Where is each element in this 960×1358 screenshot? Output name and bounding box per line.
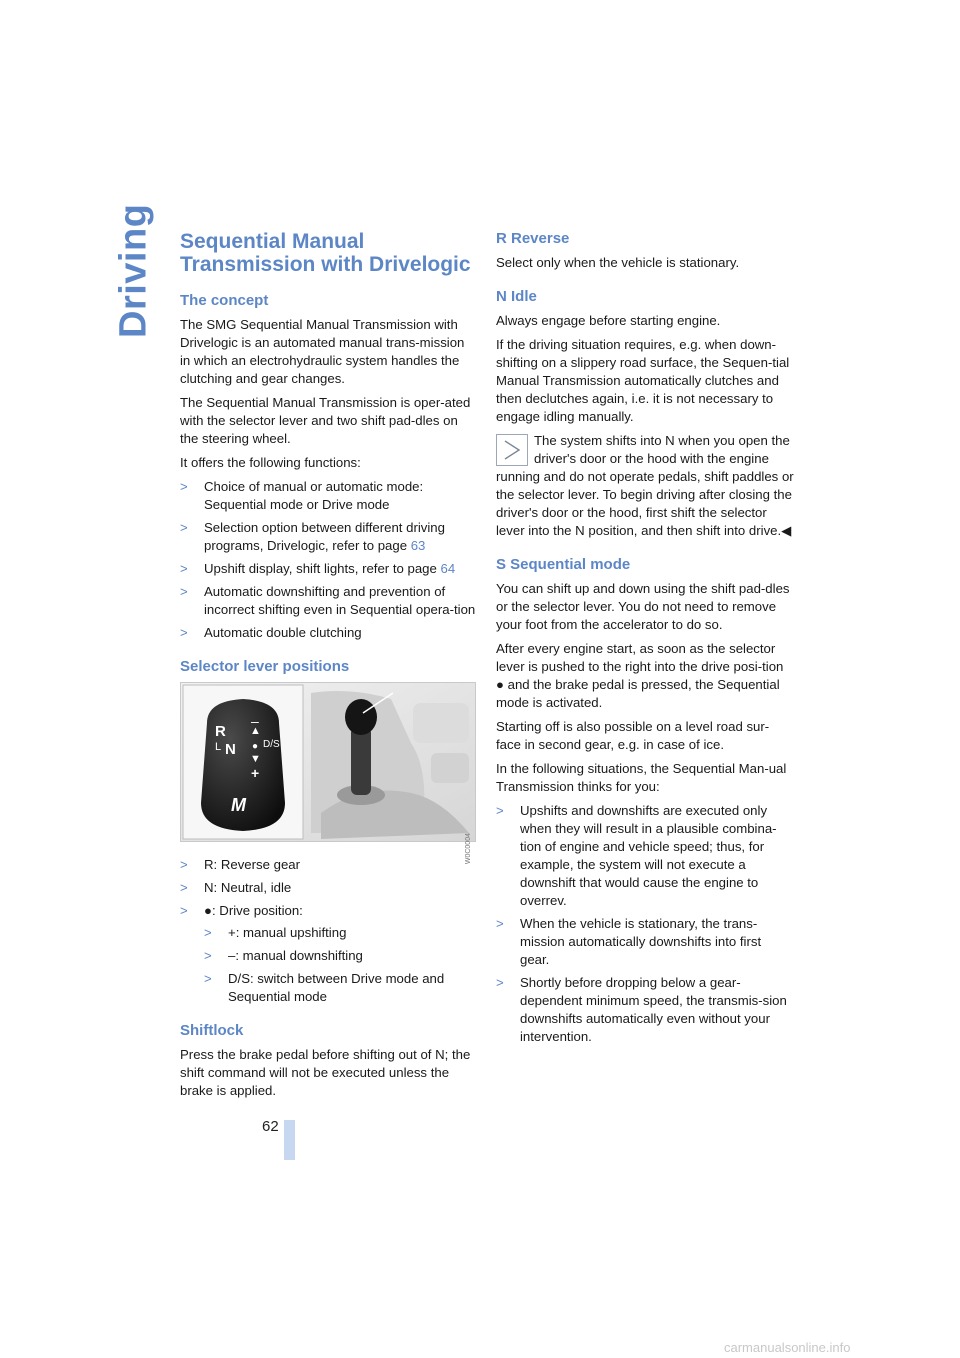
- list-item: > R: Reverse gear: [180, 857, 301, 872]
- note-text: The system shifts into N when you open the driver's door or the hood with the engine running and do not operate pedals, shift paddles or the selector lever. To begin driving after closing the driver's door or the hood, first shift the selector lever into the N position, and then shift into drive.◀: [496, 433, 794, 538]
- heading-selector: Selector lever positions: [180, 658, 350, 675]
- page-link-63[interactable]: 63: [410, 538, 426, 553]
- paragraph: The SMG Sequential Manual Transmission with Drivelogic is an automated manual trans-mission in which an electrohydraulic system handles the clutching and gear changes.: [180, 317, 465, 386]
- selector-lever-illustration: [181, 683, 475, 841]
- bullet-arrow-icon: >: [180, 857, 188, 872]
- note-icon: [496, 434, 528, 466]
- list-item: > ●: Drive position: > +: manual upshifting > –: manual downshifting > D/S: switch between Drive mode and Sequential mode: [180, 902, 476, 1006]
- heading-sequential: S Sequential mode: [496, 556, 631, 573]
- page-title: Sequential Manual Transmission with Drivelogic: [180, 230, 471, 276]
- paragraph: Select only when the vehicle is stationary.: [496, 255, 740, 270]
- bullet-arrow-icon: >: [180, 880, 188, 895]
- bullet-arrow-icon: >: [180, 561, 188, 576]
- paragraph: In the following situations, the Sequential Man-ual Transmission thinks for you:: [496, 761, 787, 794]
- bullet-arrow-icon: >: [204, 971, 212, 986]
- heading-concept: The concept: [180, 292, 269, 309]
- paragraph: You can shift up and down using the shift pad-dles or the selector lever. You do not need to remove your foot from the accelerator to do so.: [496, 581, 790, 632]
- list-item: > N: Neutral, idle: [180, 880, 292, 895]
- paragraph: It offers the following functions:: [180, 455, 361, 470]
- paragraph: After every engine start, as soon as the selector lever is pushed to the right into the drive posi-tion ● and the brake pedal is pressed, the Sequential mode is activated.: [496, 641, 784, 710]
- heading-idle: N Idle: [496, 288, 537, 305]
- list-item: > –: manual downshifting: [204, 948, 363, 963]
- bullet-arrow-icon: >: [180, 903, 188, 918]
- list-item: > Upshifts and downshifts are executed only when they will result in a plausible combina-tion of engine and vehicle speed; thus, for example, the system will not execute a downshift that would cause the engine to overrev.: [496, 803, 777, 908]
- knob-label-l: L: [215, 741, 222, 753]
- knob-label-ds: D/S: [263, 739, 280, 750]
- left-column: [180, 230, 476, 1106]
- paragraph: The Sequential Manual Transmission is oper-ated with the selector lever and two shift pad-dles on the steering wheel.: [180, 395, 471, 446]
- note-block: [496, 432, 794, 540]
- figure-code: W0C0004: [465, 833, 472, 865]
- list-item: > Upshift display, shift lights, refer to page 64: [180, 561, 456, 576]
- list-item: > D/S: switch between Drive mode and Sequential mode: [204, 971, 445, 1004]
- list-item: > Automatic downshifting and prevention of incorrect shifting even in Sequential opera-tion: [180, 584, 476, 617]
- bullet-arrow-icon: >: [180, 520, 188, 535]
- knob-label-r: R: [215, 723, 226, 740]
- drive-sub-list: [204, 924, 476, 1006]
- list-item: > When the vehicle is stationary, the trans-mission automatically downshifts into first gear.: [496, 916, 762, 967]
- drive-dot-icon: ●: [252, 741, 259, 752]
- function-list: [180, 478, 476, 642]
- heading-shiftlock: Shiftlock: [180, 1022, 244, 1039]
- list-item: > Shortly before dropping below a gear-dependent minimum speed, the transmis-sion downshifts automatically even without your intervention.: [496, 975, 787, 1044]
- bullet-arrow-icon: >: [204, 948, 212, 963]
- bullet-arrow-icon: >: [180, 584, 188, 599]
- downshift-arrow-icon: ▼: [250, 753, 261, 765]
- sequential-list: [496, 802, 794, 1046]
- list-item: > +: manual upshifting: [204, 925, 347, 940]
- paragraph: If the driving situation requires, e.g. when down-shifting on a slippery road surface, the Sequen-tial Manual Transmission automatically clutches and then declutches again, i.e. it is not necessary to engage idling manually.: [496, 337, 790, 424]
- heading-reverse: R Reverse: [496, 230, 570, 247]
- right-column: [496, 230, 794, 1052]
- bullet-arrow-icon: >: [180, 625, 188, 640]
- bullet-arrow-icon: >: [496, 916, 504, 931]
- bullet-arrow-icon: >: [204, 925, 212, 940]
- list-item: > Choice of manual or automatic mode: Sequential mode or Drive mode: [180, 479, 424, 512]
- paragraph: Always engage before starting engine.: [496, 313, 721, 328]
- page-marker-bar: [284, 1120, 295, 1160]
- knob-label-minus: –: [251, 713, 259, 729]
- bullet-arrow-icon: >: [496, 975, 504, 990]
- page-number: 62: [262, 1118, 279, 1135]
- position-list: [180, 856, 476, 1006]
- upshift-arrow-icon: ▲: [250, 725, 261, 737]
- bullet-arrow-icon: >: [496, 803, 504, 818]
- list-item: > Selection option between different driving programs, Drivelogic, refer to page 63: [180, 520, 445, 553]
- watermark: carmanualsonline.info: [724, 1340, 851, 1355]
- paragraph: Press the brake pedal before shifting out of N; the shift command will not be executed unless the brake is applied.: [180, 1047, 471, 1098]
- section-title: Driving: [112, 203, 155, 338]
- m-logo: M: [231, 795, 247, 815]
- knob-label-plus: +: [251, 765, 260, 781]
- paragraph: Starting off is also possible on a level road sur-face in second gear, e.g. in case of ice.: [496, 719, 770, 752]
- page-link-64[interactable]: 64: [440, 561, 456, 576]
- bullet-arrow-icon: >: [180, 479, 188, 494]
- knob-label-n: N: [225, 741, 236, 758]
- list-item: > Automatic double clutching: [180, 625, 362, 640]
